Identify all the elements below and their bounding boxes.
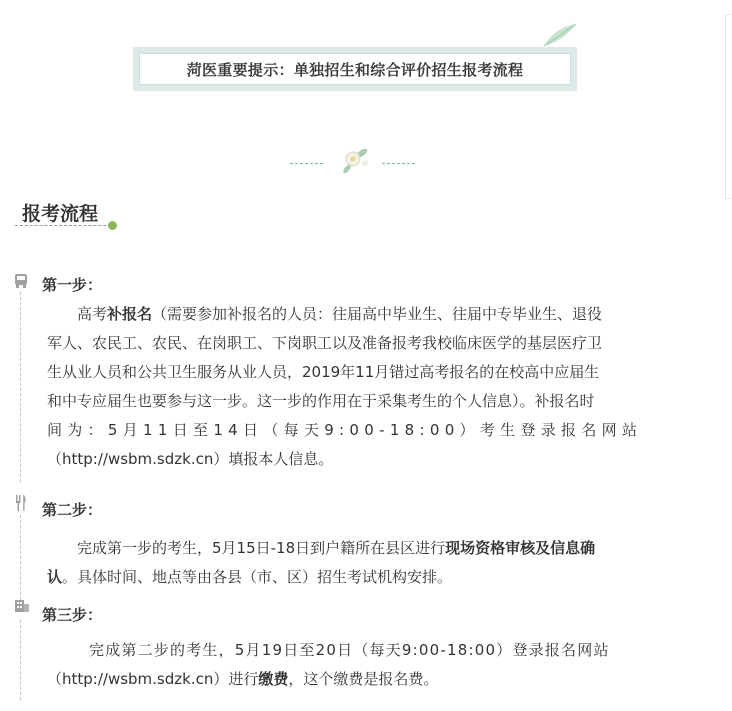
step-2-paragraph [47,534,693,592]
highlight-run: 缴费 [258,670,289,688]
step-3-line-1 [47,636,693,665]
flower-icon [338,143,372,179]
step-2-line-1 [47,534,693,563]
step-1-line-5: 间为：5月11日至14日（每天9:00-18:00）考生登录报名网站 [47,421,643,439]
text-run: 完成第一步的考生，5月15日-18日到户籍所在县区进行 [77,539,446,557]
section-dot [108,221,117,230]
banner-title: 菏医重要提示：单独招生和综合评价招生报考流程 [139,53,571,85]
section-title: 报考流程 [22,203,99,225]
highlight-run: 现场资格审核及信息确 [445,539,596,557]
leaf-icon [540,22,580,50]
divider-ornament [290,143,420,179]
bus-icon [14,273,28,289]
step-2-line-2 [47,563,693,592]
utensils-icon [14,494,28,512]
step-3-title: 第三步： [42,606,103,624]
section-underline [15,225,111,226]
text-run: 。具体时间、地点等由各县（市、区）招生考试机构安排。 [62,568,453,586]
step-2-title: 第二步： [42,501,103,519]
text-run: ，这个缴费是报名费。 [288,670,439,688]
step-3-paragraph [47,636,693,694]
step-1-line-1 [47,300,693,329]
step-1-title: 第一步： [42,276,103,294]
step-1-line-3: 生从业人员和公共卫生服务从业人员，2019年11月错过高考报名的在校高中应届生 [47,363,600,381]
text-run: （需要参加补报名的人员：往届高中毕业生、往届中专毕业生、退役 [152,305,603,323]
building-icon [14,597,30,613]
title-banner [133,47,577,91]
text-run: （http://wsbm.sdzk.cn）进行 [47,670,259,688]
text-run: 高考 [77,305,108,323]
step-3-line [20,620,21,700]
step-1-line-4: 和中专应届生也要参与这一步。这一步的作用在于采集考生的个人信息）。补报名时 [47,392,595,410]
step-1-line-6: （http://wsbm.sdzk.cn）填报本人信息。 [47,450,334,468]
text-run: 完成第二步的考生，5月19日至20日（每天9:00-18:00）登录报名网站 [89,641,610,659]
highlight-run: 认 [47,568,63,586]
step-3-line-2 [47,665,693,694]
step-1-line-2: 军人、农民工、农民、在岗职工、下岗职工以及准备报考我校临床医学的基层医疗卫 [47,334,603,352]
side-frame [725,14,731,199]
ornament-dash-right [382,163,415,164]
ornament-dash-left [290,163,323,164]
step-2-line [20,515,21,600]
highlight-run: 补报名 [107,305,153,323]
step-1-paragraph [47,300,693,474]
step-1-line [20,292,21,482]
